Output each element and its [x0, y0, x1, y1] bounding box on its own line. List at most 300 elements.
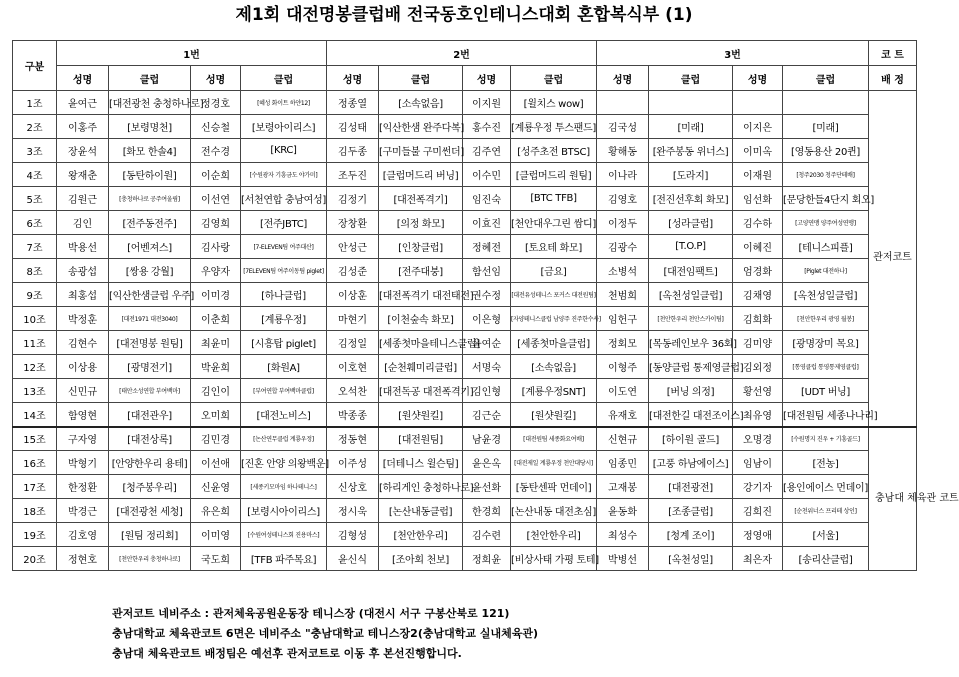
player-name-cell: 장윤석 — [57, 139, 109, 163]
club-cell: [시흥탑 piglet] — [241, 331, 327, 355]
draw-table — [12, 40, 959, 571]
player-name-cell: 이주성 — [327, 451, 379, 475]
club-cell: [금요] — [511, 259, 597, 283]
club-cell: [통영클럽 통영통제영클럽] — [783, 355, 869, 379]
player-name-cell: 황선영 — [733, 379, 783, 403]
player-name-cell: 김주연 — [463, 139, 511, 163]
player-name-cell: 정경호 — [191, 91, 241, 115]
club-cell: [토요테 화모] — [511, 235, 597, 259]
club-cell: [하나클럽] — [241, 283, 327, 307]
player-name-cell: 이미옥 — [733, 139, 783, 163]
name-header: 성명 — [191, 66, 241, 91]
club-cell: [광명전기] — [109, 355, 191, 379]
club-cell: [Piglet 대전하나] — [783, 259, 869, 283]
group-cell: 17조 — [13, 475, 57, 499]
player-name-cell: 김사랑 — [191, 235, 241, 259]
player-name-cell: 김인이 — [191, 379, 241, 403]
club-cell: [전주동전주] — [109, 211, 191, 235]
player-name-cell: 정현호 — [57, 547, 109, 571]
club-cell: [7ELEVEN팀 여주이동팀 piglet] — [241, 259, 327, 283]
table-row — [13, 523, 917, 547]
player-name-cell: 권수정 — [463, 283, 511, 307]
club-cell: [하이원 골드] — [649, 427, 733, 451]
note-line: 충남대학교 체육관코트 6면은 네비주소 "충남대학교 테니스장2(충남대학교 실내체육관) — [112, 627, 538, 640]
group-cell: 18조 — [13, 499, 57, 523]
club-cell: [대전독공 대전폭격기] — [379, 379, 463, 403]
club-cell: [조종클럽] — [649, 499, 733, 523]
player-name-cell: 오석찬 — [327, 379, 379, 403]
player-name-cell: 유은희 — [191, 499, 241, 523]
player-name-cell: 조두진 — [327, 163, 379, 187]
name-header: 성명 — [327, 66, 379, 91]
table-row — [13, 379, 917, 403]
club-cell: [대전임팩트] — [649, 259, 733, 283]
player-name-cell: 우양자 — [191, 259, 241, 283]
player-name-cell: 김광수 — [597, 235, 649, 259]
club-cell: [화원A] — [241, 355, 327, 379]
club-cell: [옥천성일클럽] — [783, 283, 869, 307]
club-cell: [용인에이스 먼데이] — [783, 475, 869, 499]
table-row — [13, 211, 917, 235]
page-title: 제1회 대전명봉클럽배 전국동호인테니스대회 혼합복식부 (1) — [235, 5, 693, 25]
club-cell: [대전광전] — [649, 475, 733, 499]
player-name-cell: 김두종 — [327, 139, 379, 163]
club-cell: [대전원팀 세종화요여배] — [511, 427, 597, 451]
player-name-cell: 신민규 — [57, 379, 109, 403]
club-cell: [KRC] — [241, 139, 327, 163]
player-name-cell: 임선화 — [733, 187, 783, 211]
club-cell: [수원여성테니스회 진용마스] — [241, 523, 327, 547]
club-cell: [청계 조이] — [649, 523, 733, 547]
player-name-cell: 김희화 — [733, 307, 783, 331]
club-cell: [대전광천 세청] — [109, 499, 191, 523]
group-cell: 3조 — [13, 139, 57, 163]
table-row — [13, 91, 917, 115]
club-cell: [대전한길 대전조이스] — [649, 403, 733, 427]
player-name-cell: 이순희 — [191, 163, 241, 187]
player-name-cell: 윤여근 — [57, 91, 109, 115]
court-assignment-cell: 충남대 체육관 코트 — [869, 427, 917, 571]
club-cell: [광명장미 목요] — [783, 331, 869, 355]
player-name-cell: 이재원 — [733, 163, 783, 187]
group-cell: 19조 — [13, 523, 57, 547]
player-name-cell: 이나라 — [597, 163, 649, 187]
player-name-cell: 김민경 — [191, 427, 241, 451]
club-cell: [자양테니스클럽 남양주 진주한수사] — [511, 307, 597, 331]
club-cell: [천안한우리 충청하나로] — [109, 547, 191, 571]
table-row — [13, 331, 917, 355]
player-name-cell: 홍수진 — [463, 115, 511, 139]
club-cell: [성라클럽] — [649, 211, 733, 235]
name-header: 성명 — [733, 66, 783, 91]
player-name-cell: 강기자 — [733, 475, 783, 499]
club-cell: [쌍용 강월] — [109, 259, 191, 283]
player-name-cell: 오명경 — [733, 427, 783, 451]
club-cell: [클럽머드리 버닝] — [379, 163, 463, 187]
group-cell: 9조 — [13, 283, 57, 307]
club-header: 클럽 — [783, 66, 869, 91]
club-cell: [테니스피플] — [783, 235, 869, 259]
player-name-cell: 이지원 — [463, 91, 511, 115]
player-name-cell: 김정일 — [327, 331, 379, 355]
club-cell: [논산내동클럽] — [379, 499, 463, 523]
group-cell: 8조 — [13, 259, 57, 283]
table-row — [13, 547, 917, 571]
player-name-cell: 이상용 — [57, 355, 109, 379]
player-name-cell: 신상호 — [327, 475, 379, 499]
club-cell: [더테니스 윌슨팀] — [379, 451, 463, 475]
club-cell: [옥천성일] — [649, 547, 733, 571]
club-cell: [대전폭격기 대전태전] — [379, 283, 463, 307]
club-cell: [비상사태 가평 토테] — [511, 547, 597, 571]
club-cell: [익산한샘클럽 우주] — [109, 283, 191, 307]
club-cell: [안양한우리 용테] — [109, 451, 191, 475]
player-name-cell: 국도희 — [191, 547, 241, 571]
player-name-cell: 송광섭 — [57, 259, 109, 283]
club-cell: [동탄하이원] — [109, 163, 191, 187]
club-cell: [윌치스 wow] — [511, 91, 597, 115]
table-row — [13, 307, 917, 331]
player-name-cell: 이홍주 — [57, 115, 109, 139]
player-name-cell: 윤동화 — [597, 499, 649, 523]
player-name-cell: 정희윤 — [463, 547, 511, 571]
group-cell: 20조 — [13, 547, 57, 571]
club-cell: [진혼 안양 의왕백운] — [241, 451, 327, 475]
club-cell: [조아회 천보] — [379, 547, 463, 571]
player-name-cell: 김영희 — [191, 211, 241, 235]
club-cell: [원팀 정리회] — [109, 523, 191, 547]
player-name-cell: 윤신식 — [327, 547, 379, 571]
club-cell: [이천숲속 화모] — [379, 307, 463, 331]
player-name-cell: 엄경화 — [733, 259, 783, 283]
club-cell: [논산내동 대전초심] — [511, 499, 597, 523]
group-cell: 10조 — [13, 307, 57, 331]
club-cell: [7-ELEVEN팀 여주대산] — [241, 235, 327, 259]
club-cell: [옥천성일클럽] — [649, 283, 733, 307]
name-header: 성명 — [57, 66, 109, 91]
club-cell: [하리게인 충청하나로] — [379, 475, 463, 499]
club-cell: [전진선후회 화모] — [649, 187, 733, 211]
player-name-cell: 최은자 — [733, 547, 783, 571]
player-name-cell: 최윤미 — [191, 331, 241, 355]
player-name-cell: 정회모 — [597, 331, 649, 355]
player-name-cell: 박정훈 — [57, 307, 109, 331]
player-name-cell — [733, 91, 783, 115]
player-name-cell: 이선애 — [191, 451, 241, 475]
club-cell: [구미들불 구미썬더] — [379, 139, 463, 163]
club-cell: [문당한들4단지 회오] — [783, 187, 869, 211]
player-name-cell: 정종열 — [327, 91, 379, 115]
club-cell: [UDT 버닝] — [783, 379, 869, 403]
player-name-cell: 이춘희 — [191, 307, 241, 331]
player-name-cell: 천범희 — [597, 283, 649, 307]
group-cell: 11조 — [13, 331, 57, 355]
player-name-cell: 김미양 — [733, 331, 783, 355]
player-name-cell: 박경근 — [57, 499, 109, 523]
club-cell: [전주대붕] — [379, 259, 463, 283]
player-name-cell: 임진숙 — [463, 187, 511, 211]
table-row — [13, 475, 917, 499]
player-name-cell: 이상훈 — [327, 283, 379, 307]
club-cell: [목동레인보우 36회] — [649, 331, 733, 355]
name-header: 성명 — [597, 66, 649, 91]
group-cell: 2조 — [13, 115, 57, 139]
club-cell: [BTC TFB] — [511, 187, 597, 211]
player-name-cell: 김현수 — [57, 331, 109, 355]
assign-header: 배 정 — [869, 66, 917, 91]
court-assignment-cell: 관저코트 — [869, 91, 917, 427]
club-cell: [대전노비스] — [241, 403, 327, 427]
club-header: 클럽 — [511, 66, 597, 91]
club-cell: [고양연맹 양주여성연맹] — [783, 211, 869, 235]
club-cell: [대전원팀 세종나나리] — [783, 403, 869, 427]
player-name-cell: 유재호 — [597, 403, 649, 427]
club-cell: [충청하나로 공주여울림] — [109, 187, 191, 211]
player-name-cell: 최성수 — [597, 523, 649, 547]
player-name-cell: 김영호 — [597, 187, 649, 211]
player-name-cell: 박윤희 — [191, 355, 241, 379]
player-name-cell: 최홍섭 — [57, 283, 109, 307]
player-name-cell: 남윤경 — [463, 427, 511, 451]
club-cell: [부여연합 부여백마클럽] — [241, 379, 327, 403]
club-cell: [보령명천] — [109, 115, 191, 139]
group-cell: 7조 — [13, 235, 57, 259]
player-name-cell: 서명숙 — [463, 355, 511, 379]
player-name-cell: 박형기 — [57, 451, 109, 475]
club-cell: [계룡우정 투스팬드] — [511, 115, 597, 139]
player-name-cell: 함선임 — [463, 259, 511, 283]
court-1-header: 1번 — [57, 41, 327, 66]
player-name-cell: 안성근 — [327, 235, 379, 259]
player-name-cell: 임헌구 — [597, 307, 649, 331]
player-name-cell: 이도연 — [597, 379, 649, 403]
group-cell: 15조 — [13, 427, 57, 451]
club-cell: [보령아이리스] — [241, 115, 327, 139]
player-name-cell: 임남이 — [733, 451, 783, 475]
player-name-cell: 함영현 — [57, 403, 109, 427]
table-row — [13, 499, 917, 523]
club-cell: [동양클럽 통제영클럽] — [649, 355, 733, 379]
club-cell: [대전원팀] — [379, 427, 463, 451]
player-name-cell: 김수련 — [463, 523, 511, 547]
player-name-cell: 김형성 — [327, 523, 379, 547]
player-name-cell: 윤은옥 — [463, 451, 511, 475]
player-name-cell: 마현기 — [327, 307, 379, 331]
player-name-cell: 이지은 — [733, 115, 783, 139]
table-row — [13, 355, 917, 379]
player-name-cell: 이은형 — [463, 307, 511, 331]
player-name-cell: 김수하 — [733, 211, 783, 235]
player-name-cell: 황해동 — [597, 139, 649, 163]
club-cell: [소속없음] — [511, 355, 597, 379]
player-name-cell: 전수경 — [191, 139, 241, 163]
club-cell: [세종첫마을클럽] — [511, 331, 597, 355]
club-cell: [인창클럽] — [379, 235, 463, 259]
player-name-cell: 김정기 — [327, 187, 379, 211]
group-cell: 14조 — [13, 403, 57, 427]
club-header: 클럽 — [649, 66, 733, 91]
club-cell: [소속없음] — [379, 91, 463, 115]
club-cell: [TFB 파주목요] — [241, 547, 327, 571]
club-cell: [대전유성테니스 포커스 대전원팀] — [511, 283, 597, 307]
club-cell: [성주초전 BTSC] — [511, 139, 597, 163]
club-cell: [천안한우리] — [511, 523, 597, 547]
club-cell: [보령시아이리스] — [241, 499, 327, 523]
player-name-cell: 박병선 — [597, 547, 649, 571]
club-cell: [익산한샘 완주다복] — [379, 115, 463, 139]
group-cell: 6조 — [13, 211, 57, 235]
player-name-cell: 이정두 — [597, 211, 649, 235]
table-row — [13, 283, 917, 307]
club-cell: [대전명봉 원팀] — [109, 331, 191, 355]
club-cell: [화모 한솔4] — [109, 139, 191, 163]
player-name-cell: 임종민 — [597, 451, 649, 475]
club-header: 클럽 — [379, 66, 463, 91]
group-cell: 13조 — [13, 379, 57, 403]
group-cell: 16조 — [13, 451, 57, 475]
player-name-cell: 김채영 — [733, 283, 783, 307]
player-name-cell: 이호현 — [327, 355, 379, 379]
club-cell: [천안한우리] — [379, 523, 463, 547]
club-cell: [도라지] — [649, 163, 733, 187]
group-header: 구분 — [13, 41, 57, 91]
player-name-cell: 이미영 — [191, 523, 241, 547]
club-cell: [논산연무클럽 계룡우정] — [241, 427, 327, 451]
club-cell: [태안소성연합 부여백마] — [109, 379, 191, 403]
club-cell: [대전광천 충청하나로] — [109, 91, 191, 115]
club-cell: [전농] — [783, 451, 869, 475]
club-cell: [어벤져스] — [109, 235, 191, 259]
club-cell: [계룡우정SNT] — [511, 379, 597, 403]
notes — [112, 604, 538, 664]
club-cell: [대전제일 계룡우정 천안대당시] — [511, 451, 597, 475]
club-cell: [미래] — [649, 115, 733, 139]
player-name-cell: 한정환 — [57, 475, 109, 499]
club-cell: [동탄센팍 먼데이] — [511, 475, 597, 499]
player-name-cell: 김인형 — [463, 379, 511, 403]
club-cell: [클럽머드리 원팀] — [511, 163, 597, 187]
name-header: 성명 — [463, 66, 511, 91]
club-cell: [서천연합 충남여성] — [241, 187, 327, 211]
player-name-cell: 이선연 — [191, 187, 241, 211]
player-name-cell: 윤여순 — [463, 331, 511, 355]
player-name-cell: 오미희 — [191, 403, 241, 427]
club-cell: [전주JBTC] — [241, 211, 327, 235]
player-name-cell: 박종종 — [327, 403, 379, 427]
player-name-cell: 김성준 — [327, 259, 379, 283]
player-name-cell: 박용선 — [57, 235, 109, 259]
club-cell: [수원광자 기흥금도 야가미] — [241, 163, 327, 187]
player-name-cell: 이미경 — [191, 283, 241, 307]
player-name-cell: 정영애 — [733, 523, 783, 547]
club-cell: [수원명지 진우 + 기흥골드] — [783, 427, 869, 451]
note-line: 관저코트 네비주소 : 관저체육공원운동장 테니스장 (대전시 서구 구봉산북로 121) — [112, 607, 510, 620]
player-name-cell: 이수민 — [463, 163, 511, 187]
table-row — [13, 235, 917, 259]
player-name-cell: 윤선화 — [463, 475, 511, 499]
player-name-cell: 장창환 — [327, 211, 379, 235]
player-name-cell: 정시욱 — [327, 499, 379, 523]
club-cell: [송리산클럽] — [783, 547, 869, 571]
player-name-cell: 소병석 — [597, 259, 649, 283]
club-cell: [청주2030 청주단테배] — [783, 163, 869, 187]
club-cell: [청주봉우리] — [109, 475, 191, 499]
player-name-cell — [597, 91, 649, 115]
club-cell: [고풍 하남에이스] — [649, 451, 733, 475]
group-cell: 4조 — [13, 163, 57, 187]
player-name-cell: 신승철 — [191, 115, 241, 139]
club-cell: [대전1971 대전3040] — [109, 307, 191, 331]
club-header: 클럽 — [109, 66, 191, 91]
club-header: 클럽 — [241, 66, 327, 91]
club-cell: [버닝 의정] — [649, 379, 733, 403]
table-row — [13, 259, 917, 283]
club-cell: [세종첫마을테니스클럽] — [379, 331, 463, 355]
player-name-cell: 정혜전 — [463, 235, 511, 259]
table-row — [13, 139, 917, 163]
club-cell: [원샷원킬] — [379, 403, 463, 427]
club-cell: [순천훼미리클럽] — [379, 355, 463, 379]
player-name-cell: 김성태 — [327, 115, 379, 139]
player-name-cell: 김국성 — [597, 115, 649, 139]
table-row — [13, 187, 917, 211]
club-cell: [T.O.P] — [649, 235, 733, 259]
group-cell: 12조 — [13, 355, 57, 379]
group-cell: 1조 — [13, 91, 57, 115]
club-cell: [세종키모마임 하나테니스] — [241, 475, 327, 499]
player-name-cell: 이혜진 — [733, 235, 783, 259]
club-cell: [미래] — [783, 115, 869, 139]
player-name-cell: 이효진 — [463, 211, 511, 235]
player-name-cell: 최유영 — [733, 403, 783, 427]
court-label-header: 코 트 — [869, 41, 917, 66]
club-cell: [대전관우] — [109, 403, 191, 427]
club-cell — [783, 91, 869, 115]
club-cell: [서울] — [783, 523, 869, 547]
player-name-cell: 김호영 — [57, 523, 109, 547]
player-name-cell: 김희진 — [733, 499, 783, 523]
player-name-cell: 왕재춘 — [57, 163, 109, 187]
club-cell: [대전상록] — [109, 427, 191, 451]
table-row — [13, 427, 917, 451]
header-row-fields — [13, 66, 917, 91]
player-name-cell: 신윤영 — [191, 475, 241, 499]
table-row — [13, 115, 917, 139]
club-cell: [영동용산 20퀸] — [783, 139, 869, 163]
player-name-cell: 김인 — [57, 211, 109, 235]
club-cell: [원샷원킬] — [511, 403, 597, 427]
court-3-header: 3번 — [597, 41, 869, 66]
player-name-cell: 고재봉 — [597, 475, 649, 499]
club-cell: [순천위너스 프리테 상인] — [783, 499, 869, 523]
court-2-header: 2번 — [327, 41, 597, 66]
player-name-cell: 김외정 — [733, 355, 783, 379]
club-cell: [천안대우그린 쌈디] — [511, 211, 597, 235]
header-row-courts — [13, 41, 917, 66]
player-name-cell: 한경희 — [463, 499, 511, 523]
table-row — [13, 403, 917, 427]
group-cell: 5조 — [13, 187, 57, 211]
note-line: 충남대 체육관코트 배정팀은 예선후 관저코트로 이동 후 본선진행합니다. — [112, 647, 462, 660]
table-row — [13, 163, 917, 187]
player-name-cell: 김근순 — [463, 403, 511, 427]
player-name-cell: 김원근 — [57, 187, 109, 211]
player-name-cell: 구자영 — [57, 427, 109, 451]
club-cell: [계룡우정] — [241, 307, 327, 331]
player-name-cell: 이형주 — [597, 355, 649, 379]
club-cell: [완주봉동 위너스] — [649, 139, 733, 163]
club-cell — [649, 91, 733, 115]
